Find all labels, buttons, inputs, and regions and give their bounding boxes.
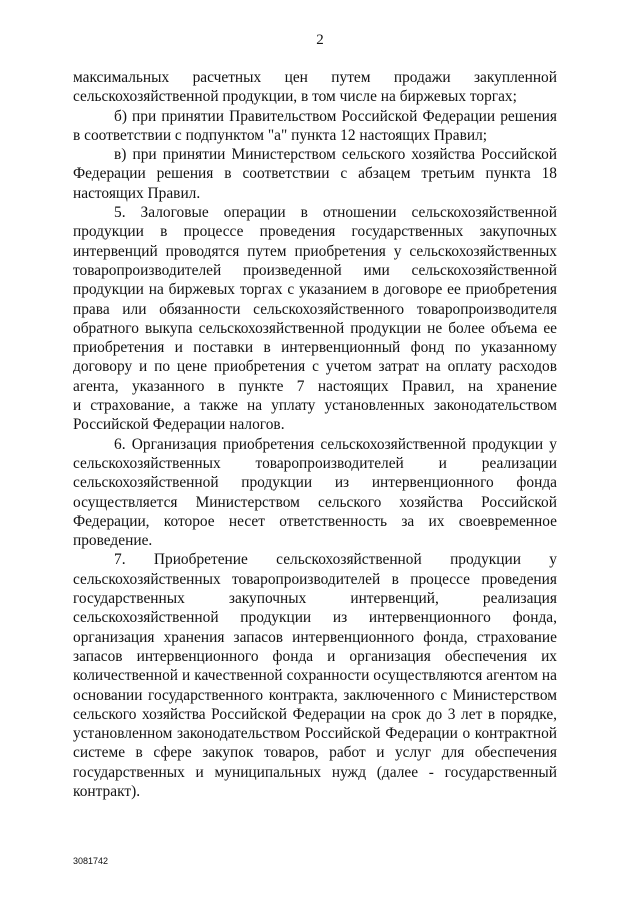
text-line: Федерации, которое несет ответственность за их своевременное	[73, 512, 557, 530]
text-line: сельскохозяйственных товаропроизводителей и реализации	[73, 454, 557, 472]
document-body	[73, 68, 557, 801]
paragraph-b	[73, 107, 557, 146]
text-line: сельского хозяйства Российской Федерации на срок до 3 лет в порядке,	[73, 705, 557, 723]
text-line: товаропроизводителей произведенной ими сельскохозяйственной	[73, 261, 557, 279]
text-line: приобретения и поставки в интервенционный фонд по указанному	[73, 339, 557, 357]
text-line: количественной и качественной сохранности осуществляются агентом на	[73, 667, 557, 685]
page-number: 2	[316, 32, 324, 48]
text-line: и страхование, а также на уплату установленных законодательством	[73, 397, 557, 415]
text-line: 5. Залоговые операции в отношении сельскохозяйственной	[114, 204, 557, 222]
text-line: Российской Федерации налогов.	[73, 416, 285, 434]
text-line: сельскохозяйственной продукции из интервенционного фонда,	[73, 609, 557, 627]
text-line: сельскохозяйственной продукции из интервенционного фонда	[73, 474, 557, 492]
text-line: системе в сфере закупок товаров, работ и услуг для обеспечения	[73, 744, 557, 762]
text-line: основании государственного контракта, заключенного с Министерством	[73, 686, 557, 704]
text-line: организация хранения запасов интервенционного фонда, страхование	[73, 628, 557, 646]
text-line: государственных и муниципальных нужд (далее - государственный	[73, 763, 557, 781]
text-line: продукции на биржевых торгах с указанием в договоре ее приобретения	[73, 281, 557, 299]
text-line: права или обязанности сельскохозяйственного товаропроизводителя	[73, 300, 557, 318]
paragraph-v	[73, 145, 557, 203]
text-line: сельскохозяйственной продукции, в том числе на биржевых торгах;	[73, 88, 517, 106]
paragraph-p7	[73, 550, 557, 801]
text-line: сельскохозяйственных товаропроизводителей в процессе проведения	[73, 570, 557, 588]
text-line: проведение.	[73, 532, 153, 550]
text-line: запасов интервенционного фонда и организация обеспечения их	[73, 647, 557, 665]
text-line: интервенций проводятся путем приобретения у сельскохозяйственных	[73, 242, 557, 260]
text-line: в) при принятии Министерством сельского хозяйства Российской	[114, 146, 557, 164]
text-line: установленном законодательством Российской Федерации о контрактной	[73, 725, 557, 743]
text-line: обратного выкупа сельскохозяйственной продукции не более объема ее	[73, 319, 557, 337]
text-line: б) при принятии Правительством Российской Федерации решения	[114, 107, 557, 125]
paragraph-p5	[73, 203, 557, 435]
paragraph-p6	[73, 435, 557, 551]
text-line: осуществляется Министерством сельского хозяйства Российской	[73, 493, 557, 511]
text-line: 7. Приобретение сельскохозяйственной продукции у	[114, 551, 557, 569]
document-code: 3081742	[73, 856, 109, 866]
text-line: агента, указанного в пункте 7 настоящих Правил, на хранение	[73, 377, 557, 395]
text-line: государственных закупочных интервенций, реализация	[73, 590, 557, 608]
text-line: контракт).	[73, 782, 141, 800]
text-line: настоящих Правил.	[73, 184, 201, 202]
text-line: продукции в процессе проведения государственных закупочных	[73, 223, 557, 241]
text-line: максимальных расчетных цен путем продажи закупленной	[73, 69, 557, 86]
text-line: договору и по цене приобретения с учетом затрат на оплату расходов	[73, 358, 557, 376]
text-line: Федерации решения в соответствии с абзацем третьим пункта 18	[73, 165, 557, 183]
text-line: 6. Организация приобретения сельскохозяйственной продукции у	[114, 435, 557, 453]
paragraph-a-tail	[73, 68, 557, 107]
text-line: в соответствии с подпунктом "а" пункта 12 настоящих Правил;	[73, 126, 488, 144]
